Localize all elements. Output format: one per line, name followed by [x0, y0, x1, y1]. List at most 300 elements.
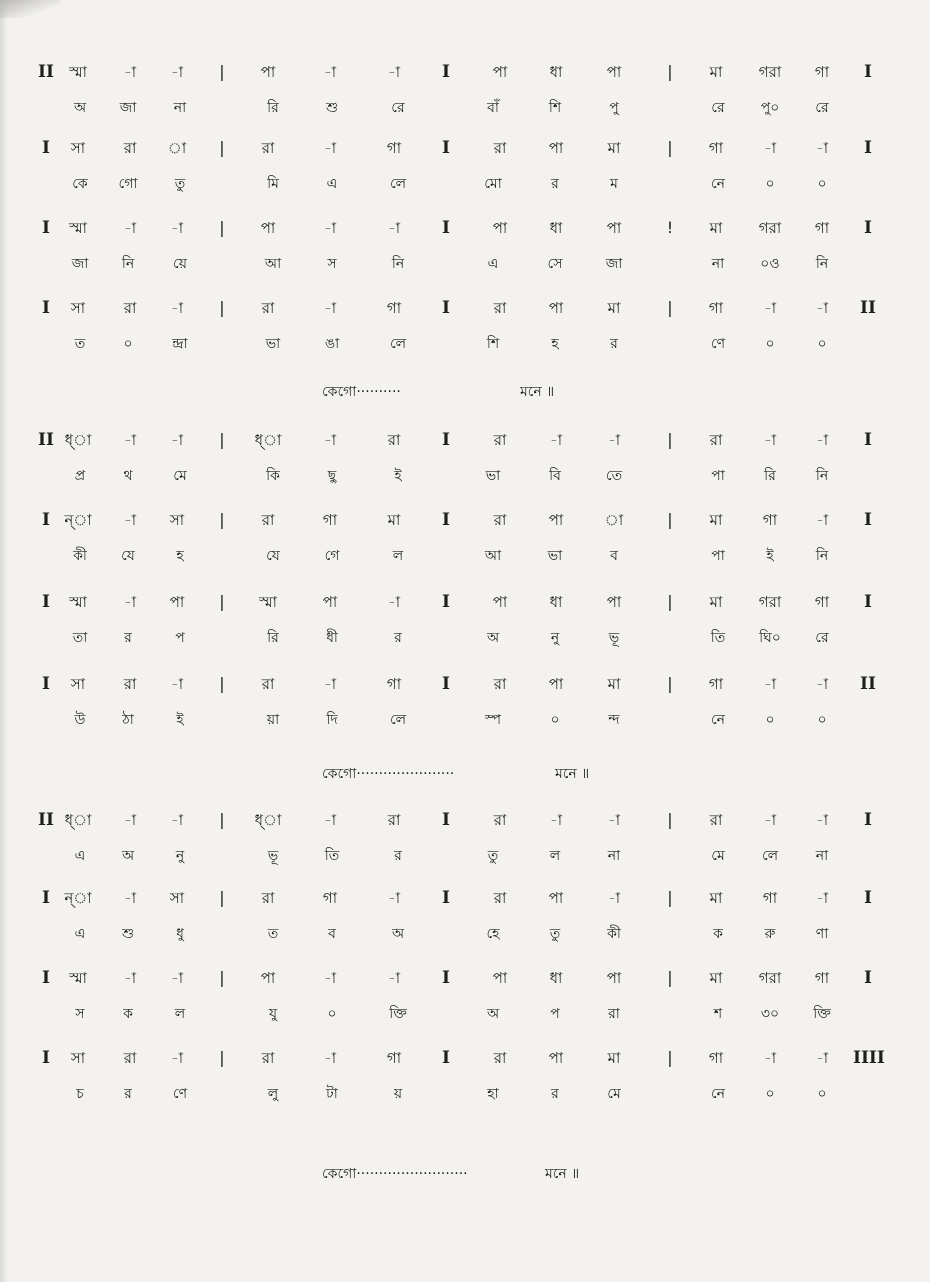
bar-mark: I [442, 430, 450, 450]
lyric-syllable: ধী [326, 630, 338, 646]
lyric-syllable: প [550, 1006, 560, 1022]
swara-note: া [604, 511, 624, 529]
lyric-syllable: র [551, 176, 559, 192]
swara-note: ন্া [64, 889, 92, 907]
lyric-syllable: ০ [327, 1006, 337, 1022]
swara-note: পা [548, 511, 564, 529]
lyric-syllable: না [173, 100, 187, 116]
lyric-syllable: য়া [266, 712, 280, 728]
lyric-line [0, 252, 930, 276]
swara-note: -া [815, 889, 829, 907]
lyric-syllable: য় [393, 1086, 403, 1102]
lyric-syllable: রে [815, 100, 829, 116]
swara-note: সা [70, 299, 86, 317]
lyric-syllable: ০ [817, 1086, 827, 1102]
refrain-start [322, 762, 454, 786]
lyric-syllable: ণা [815, 926, 829, 942]
lyric-syllable: ক্তি [389, 1006, 407, 1022]
lyric-syllable: লে [389, 712, 407, 728]
lyric-syllable: না [815, 848, 829, 864]
swara-note: ধ্া [254, 811, 282, 829]
lyric-syllable: ক্তি [813, 1006, 831, 1022]
swara-note: গা [708, 1049, 724, 1067]
bar-mark: ! [666, 218, 674, 237]
bar-mark: | [219, 430, 225, 449]
lyric-syllable: উ [74, 712, 86, 728]
refrain-dots: ························· [356, 1166, 468, 1182]
swara-note: মা [387, 511, 401, 529]
swara-note: -া [170, 219, 184, 237]
lyric-syllable: না [607, 848, 621, 864]
swara-note: গা [708, 299, 724, 317]
lyric-syllable: রি [267, 630, 279, 646]
lyric-syllable: ঙা [324, 336, 340, 352]
bar-mark: | [219, 674, 225, 693]
swara-note: -া [323, 811, 337, 829]
lyric-syllable: ব [328, 926, 336, 942]
lyric-syllable: গো [118, 176, 138, 192]
swara-note: স্মা [69, 969, 87, 987]
swara-note: -া [170, 969, 184, 987]
refrain-end: মনে ॥ [520, 384, 555, 400]
swara-note: -া [323, 219, 337, 237]
lyric-syllable: থ [123, 468, 133, 484]
lyric-syllable: তা [72, 630, 88, 646]
swara-note: রা [493, 675, 507, 693]
bar-mark: I [864, 218, 872, 238]
swara-note: পা [260, 63, 276, 81]
swara-note: গা [322, 889, 338, 907]
swara-note: পা [548, 675, 564, 693]
lyric-syllable: যে [121, 548, 135, 564]
swara-note: -া [549, 811, 563, 829]
bar-mark: | [667, 62, 673, 81]
lyric-syllable: অ [486, 1006, 500, 1022]
lyric-syllable: ত [267, 926, 279, 942]
lyric-syllable: ব [610, 548, 618, 564]
swara-note: পা [260, 969, 276, 987]
swara-note: -া [815, 1049, 829, 1067]
swara-note: মা [607, 675, 621, 693]
lyric-syllable: রা [608, 1006, 620, 1022]
lyric-syllable: হা [487, 1086, 499, 1102]
lyric-syllable: ৩০ [760, 1006, 780, 1022]
lyric-syllable: অ [391, 926, 405, 942]
refrain-end: মনে ॥ [545, 1166, 580, 1182]
lyric-syllable: রে [815, 630, 829, 646]
swara-note: পা [260, 219, 276, 237]
swara-note: রা [261, 675, 275, 693]
lyric-syllable: তু [487, 848, 499, 864]
swara-note: সা [70, 675, 86, 693]
swara-note: গা [762, 511, 778, 529]
refrain-line [0, 762, 930, 786]
swara-note: পা [492, 593, 508, 611]
bar-mark: IIII [853, 1048, 885, 1068]
bar-mark: I [442, 62, 450, 82]
bar-mark: I [42, 592, 50, 612]
swara-note: পা [606, 219, 622, 237]
lyric-syllable: র [124, 630, 132, 646]
swara-note: মা [709, 969, 723, 987]
bar-mark: | [667, 510, 673, 529]
lyric-syllable: মে [711, 848, 725, 864]
refrain-start [322, 1162, 468, 1186]
lyric-line [0, 708, 930, 732]
swara-note: রা [261, 1049, 275, 1067]
swara-note: -া [123, 63, 137, 81]
swara-note: স্মা [69, 219, 87, 237]
bar-mark: I [864, 810, 872, 830]
lyric-syllable: নি [815, 256, 829, 272]
swara-note: -া [170, 1049, 184, 1067]
refrain-start-text: কেগো [322, 766, 357, 782]
swara-note: -া [763, 431, 777, 449]
lyric-syllable: জা [119, 100, 137, 116]
lyric-syllable: ০ [817, 336, 827, 352]
lyric-syllable: আ [484, 548, 502, 564]
lyric-syllable: ০ও [760, 256, 780, 272]
swara-note: রা [123, 1049, 137, 1067]
swara-note: গা [386, 139, 402, 157]
swara-note: পা [548, 889, 564, 907]
swara-note: ধা [549, 219, 563, 237]
bar-mark: I [864, 592, 872, 612]
bar-mark: | [667, 674, 673, 693]
lyric-syllable: পা [711, 468, 725, 484]
lyric-syllable: রে [391, 100, 405, 116]
swara-note: -া [123, 811, 137, 829]
bar-mark: I [442, 888, 450, 908]
swara-note: -া [815, 299, 829, 317]
bar-mark: II [860, 674, 876, 694]
lyric-syllable: য়ে [173, 256, 187, 272]
swara-note: া [167, 139, 187, 157]
lyric-syllable: ই [394, 468, 402, 484]
lyric-line [0, 464, 930, 488]
bar-mark: | [219, 62, 225, 81]
bar-mark: I [442, 510, 450, 530]
lyric-syllable: র [394, 848, 402, 864]
lyric-syllable: কি [266, 468, 280, 484]
lyric-syllable: ০ [550, 712, 560, 728]
swara-note: গা [386, 675, 402, 693]
bar-mark: | [219, 888, 225, 907]
lyric-syllable: ক [123, 1006, 133, 1022]
lyric-syllable: এ [326, 176, 338, 192]
swara-note: -া [549, 431, 563, 449]
lyric-syllable: নি [815, 548, 829, 564]
lyric-syllable: মো [484, 176, 502, 192]
lyric-syllable: টা [326, 1086, 338, 1102]
notation-line [0, 808, 930, 832]
swara-note: গা [708, 139, 724, 157]
lyric-syllable: নে [710, 1086, 726, 1102]
lyric-syllable: নে [710, 176, 726, 192]
bar-mark: II [38, 62, 54, 82]
lyric-syllable: রি [267, 100, 279, 116]
lyric-syllable: অ [121, 848, 135, 864]
bar-mark: I [42, 1048, 50, 1068]
notation-line [0, 590, 930, 614]
swara-note: রা [261, 139, 275, 157]
swara-note: -া [170, 811, 184, 829]
swara-note: পা [492, 63, 508, 81]
swara-note: মা [709, 511, 723, 529]
swara-note: রা [493, 299, 507, 317]
lyric-syllable: শু [121, 926, 135, 942]
lyric-syllable: ০ [817, 712, 827, 728]
swara-note: রা [493, 511, 507, 529]
lyric-syllable: মি [267, 176, 279, 192]
swara-note: -া [763, 299, 777, 317]
notation-line [0, 216, 930, 240]
swara-note: গা [814, 63, 830, 81]
swara-note: সা [70, 139, 86, 157]
swara-note: রা [123, 139, 137, 157]
lyric-syllable: ণে [172, 1086, 188, 1102]
lyric-syllable: কী [607, 926, 621, 942]
lyric-syllable: ক [713, 926, 723, 942]
lyric-line [0, 172, 930, 196]
refrain-line [0, 1162, 930, 1186]
swara-note: রা [261, 299, 275, 317]
notation-line [0, 428, 930, 452]
lyric-syllable: তি [710, 630, 726, 646]
lyric-line [0, 1082, 930, 1106]
swara-note: মা [709, 593, 723, 611]
swara-note: -া [815, 675, 829, 693]
bar-mark: | [219, 592, 225, 611]
bar-mark: I [864, 888, 872, 908]
swara-note: -া [123, 431, 137, 449]
lyric-syllable: বি [549, 468, 561, 484]
lyric-syllable: স্প [484, 712, 502, 728]
swara-note: স্মা [259, 593, 277, 611]
bar-mark: I [864, 62, 872, 82]
bar-mark: | [219, 810, 225, 829]
swara-note: গরা [758, 969, 782, 987]
lyric-line [0, 544, 930, 568]
swara-note: স্মা [69, 63, 87, 81]
swara-note: রা [709, 811, 723, 829]
notation-line [0, 966, 930, 990]
lyric-syllable: চ [76, 1086, 84, 1102]
lyric-syllable: তু [174, 176, 186, 192]
bar-mark: II [860, 298, 876, 318]
swara-note: মা [607, 139, 621, 157]
notation-line [0, 136, 930, 160]
notation-line [0, 672, 930, 696]
swara-note: গা [762, 889, 778, 907]
bar-mark: I [442, 674, 450, 694]
lyric-syllable: রি [764, 468, 776, 484]
swara-note: পা [606, 63, 622, 81]
bar-mark: I [42, 674, 50, 694]
swara-note: পা [548, 1049, 564, 1067]
lyric-syllable: হ [551, 336, 559, 352]
lyric-syllable: ভা [547, 548, 563, 564]
swara-note: স্মা [69, 593, 87, 611]
swara-note: -া [387, 889, 401, 907]
bar-mark: II [38, 430, 54, 450]
swara-note: রা [387, 811, 401, 829]
notation-line [0, 508, 930, 532]
lyric-syllable: বাঁ [487, 100, 499, 116]
swara-note: -া [170, 431, 184, 449]
lyric-syllable: তে [605, 468, 623, 484]
swara-note: -া [323, 1049, 337, 1067]
swara-note: -া [323, 431, 337, 449]
lyric-syllable: ০ [765, 176, 775, 192]
lyric-syllable: হে [486, 926, 500, 942]
lyric-syllable: পা [711, 548, 725, 564]
lyric-syllable: প্র [74, 468, 86, 484]
lyric-syllable: র [124, 1086, 132, 1102]
bar-mark: I [864, 138, 872, 158]
lyric-syllable: নে [710, 712, 726, 728]
bar-mark: | [219, 298, 225, 317]
swara-note: রা [493, 811, 507, 829]
swara-note: -া [763, 139, 777, 157]
swara-note: ধা [549, 593, 563, 611]
refrain-start-text: কেগো [322, 1166, 357, 1182]
swara-note: পা [169, 593, 185, 611]
swara-note: -া [170, 675, 184, 693]
swara-note: -া [387, 219, 401, 237]
swara-note: রা [493, 1049, 507, 1067]
lyric-line [0, 626, 930, 650]
lyric-syllable: ভা [485, 468, 501, 484]
swara-note: গা [814, 219, 830, 237]
refrain-dots: ·········· [356, 384, 401, 400]
lyric-syllable: প [175, 630, 185, 646]
lyric-syllable: র [610, 336, 618, 352]
lyric-syllable: ০ [817, 176, 827, 192]
swara-note: রা [709, 431, 723, 449]
swara-note: গা [708, 675, 724, 693]
swara-note: -া [607, 811, 621, 829]
swara-note: -া [763, 1049, 777, 1067]
bar-mark: I [42, 968, 50, 988]
lyric-syllable: ল [549, 848, 561, 864]
bar-mark: I [442, 810, 450, 830]
lyric-line [0, 332, 930, 356]
swara-note: সা [169, 889, 185, 907]
swara-note: রা [387, 431, 401, 449]
swara-note: পা [492, 969, 508, 987]
bar-mark: I [864, 430, 872, 450]
bar-mark: | [667, 968, 673, 987]
lyric-syllable: ই [766, 548, 774, 564]
swara-note: গরা [758, 219, 782, 237]
lyric-syllable: শু [325, 100, 339, 116]
swara-note: গা [386, 1049, 402, 1067]
lyric-syllable: কী [73, 548, 87, 564]
bar-mark: I [442, 1048, 450, 1068]
swara-note: ধ্া [64, 811, 92, 829]
swara-note: পা [606, 969, 622, 987]
notation-line [0, 1046, 930, 1070]
swara-note: -া [123, 593, 137, 611]
lyric-syllable: নি [815, 468, 829, 484]
swara-note: -া [170, 63, 184, 81]
swara-note: ন্া [64, 511, 92, 529]
swara-note: রা [123, 299, 137, 317]
lyric-syllable: নি [121, 256, 135, 272]
swara-note: -া [387, 593, 401, 611]
swara-note: -া [323, 675, 337, 693]
lyric-line [0, 1002, 930, 1026]
bar-mark: | [219, 968, 225, 987]
bar-mark: | [219, 510, 225, 529]
lyric-syllable: স [327, 256, 337, 272]
bar-mark: | [667, 430, 673, 449]
swara-note: ধা [549, 63, 563, 81]
lyric-syllable: শ [713, 1006, 723, 1022]
swara-note: গা [814, 593, 830, 611]
lyric-syllable: রে [711, 100, 725, 116]
swara-note: রা [261, 889, 275, 907]
swara-note: -া [387, 969, 401, 987]
swara-note: পা [548, 139, 564, 157]
swara-note: -া [123, 219, 137, 237]
lyric-syllable: অ [73, 100, 87, 116]
lyric-syllable: কে [72, 176, 88, 192]
notation-line [0, 60, 930, 84]
swara-note: মা [607, 299, 621, 317]
swara-note: গা [386, 299, 402, 317]
swara-note: সা [70, 1049, 86, 1067]
swara-note: রা [493, 139, 507, 157]
lyric-syllable: আ [264, 256, 282, 272]
swara-note: -া [123, 889, 137, 907]
notation-line [0, 296, 930, 320]
refrain-start [322, 380, 401, 404]
lyric-line [0, 96, 930, 120]
lyric-syllable: জা [71, 256, 89, 272]
swara-note: গরা [758, 63, 782, 81]
lyric-syllable: মে [607, 1086, 621, 1102]
lyric-syllable: এ [74, 848, 86, 864]
swara-note: -া [763, 811, 777, 829]
lyric-syllable: হ [176, 548, 184, 564]
lyric-syllable: গে [324, 548, 340, 564]
bar-mark: I [42, 138, 50, 158]
lyric-syllable: র [551, 1086, 559, 1102]
lyric-syllable: দি [326, 712, 338, 728]
lyric-syllable: ধু [176, 926, 184, 942]
bar-mark: I [42, 298, 50, 318]
swara-note: পা [492, 219, 508, 237]
swara-note: -া [123, 511, 137, 529]
bar-mark: I [442, 592, 450, 612]
bar-mark: | [667, 1048, 673, 1067]
lyric-syllable: অ [486, 630, 500, 646]
bar-mark: | [219, 218, 225, 237]
lyric-syllable: ভূ [267, 848, 279, 864]
swara-note: পা [606, 593, 622, 611]
bar-mark: | [667, 298, 673, 317]
lyric-syllable: ই [176, 712, 184, 728]
lyric-syllable: জা [605, 256, 623, 272]
lyric-syllable: ম [610, 176, 618, 192]
lyric-syllable: লু [267, 1086, 279, 1102]
swara-note: -া [123, 969, 137, 987]
swara-note: পা [548, 299, 564, 317]
refrain-start-text: কেগো [322, 384, 357, 400]
bar-mark: I [42, 888, 50, 908]
